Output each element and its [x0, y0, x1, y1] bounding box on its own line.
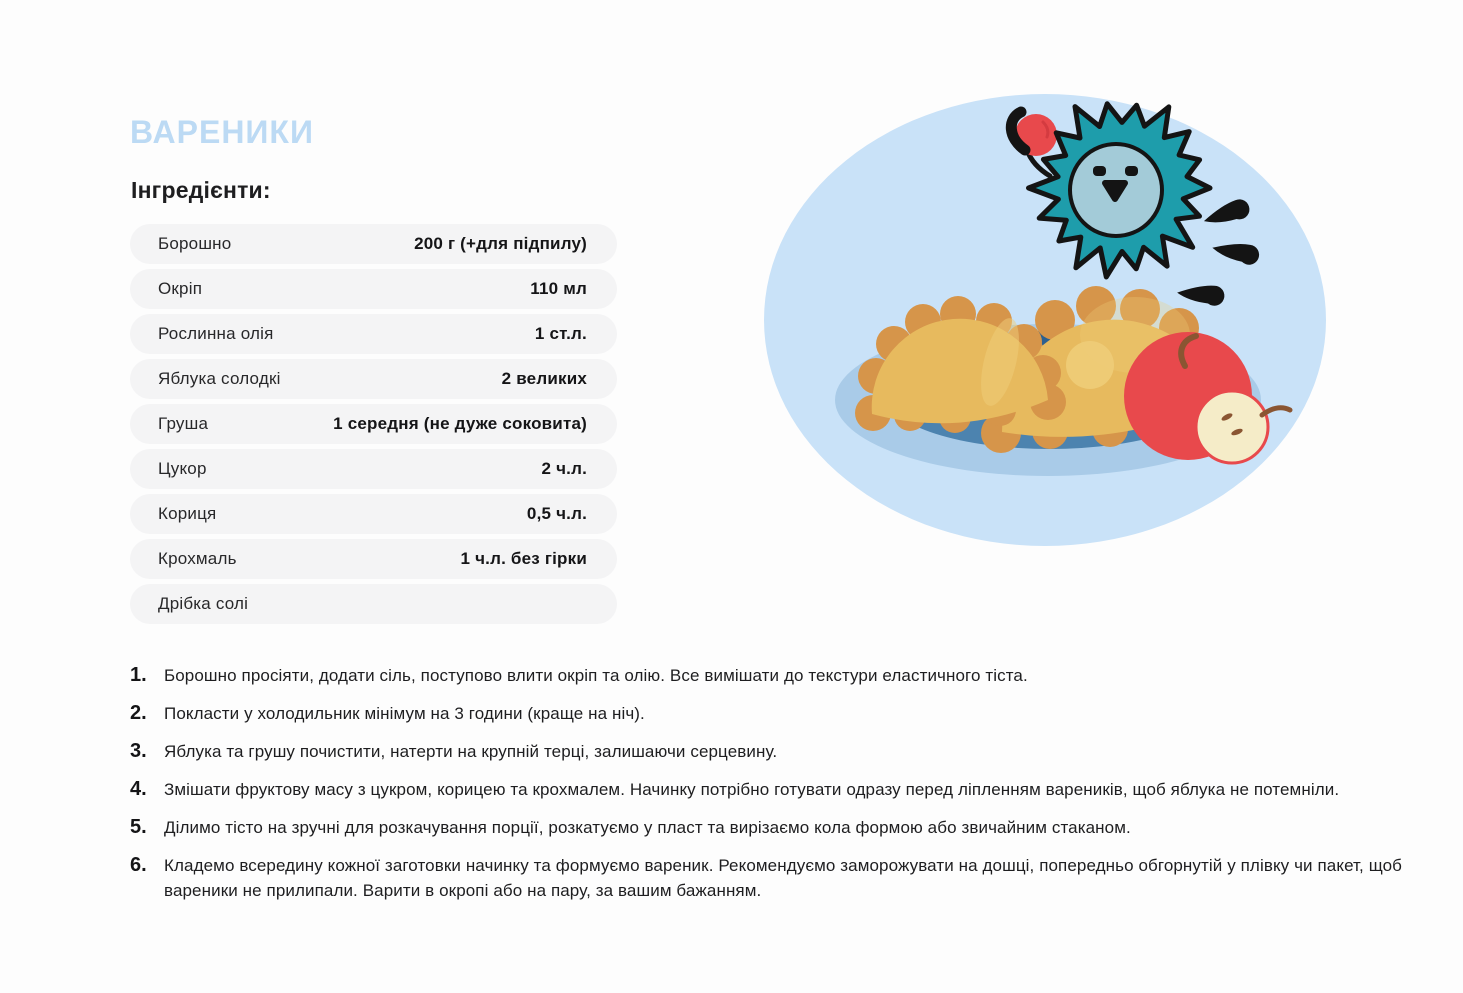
ingredient-amount: 2 ч.л. [541, 459, 587, 478]
ingredient-name: Рослинна олія [158, 324, 274, 343]
ingredient-row [130, 539, 617, 579]
character-eye-left [1093, 166, 1106, 176]
steps-list [130, 663, 1430, 916]
ingredients-heading: Інгредієнти: [131, 177, 271, 203]
ingredient-name: Груша [158, 414, 209, 433]
apple-half-body [1196, 391, 1268, 463]
ingredient-amount: 2 великих [501, 369, 587, 388]
ingredient-amount: 1 ч.л. без гірки [460, 549, 587, 568]
ingredient-amount: 0,5 ч.л. [526, 504, 587, 523]
ingredient-amount: 1 ст.л. [534, 324, 587, 343]
step-item [130, 853, 1430, 903]
step-item [130, 701, 1430, 726]
step-item [130, 663, 1430, 688]
ingredient-row [130, 404, 617, 444]
ingredient-amount: 110 мл [530, 279, 587, 298]
ingredient-name: Цукор [158, 459, 207, 478]
ingredient-name: Окріп [158, 279, 203, 298]
ingredient-name: Борошно [158, 234, 232, 253]
ingredient-name: Дрібка солі [158, 594, 249, 613]
ingredient-row [130, 584, 617, 624]
ingredient-row [130, 314, 617, 354]
step-text: Кладемо всередину кожної заготовки начинку та формуємо вареник. Рекомендуємо заморожувати на дошці, попередньо обгорнутій у плівку чи пакет, щоб вареники не прилипали. Варити в окропі або на пару, за вашим бажанням. [164, 856, 1402, 900]
recipe-title: ВАРЕНИКИ [130, 114, 314, 150]
ingredient-name: Крохмаль [158, 549, 237, 568]
ingredient-row [130, 224, 617, 264]
step-number: 6. [130, 854, 147, 876]
step-text: Борошно просіяти, додати сіль, поступово влити окріп та олію. Все вимішати до текстури еластичного тіста. [164, 666, 1028, 685]
recipe-illustration [750, 80, 1340, 560]
ingredients-list [130, 224, 617, 629]
step-number: 5. [130, 816, 147, 838]
step-number: 1. [130, 664, 147, 686]
step-text: Яблука та грушу почистити, натерти на крупній терці, залишаючи серцевину. [164, 742, 778, 761]
step-text: Покласти у холодильник мінімум на 3 години (краще на ніч). [164, 704, 645, 723]
ingredient-row [130, 359, 617, 399]
character-eye-right [1125, 166, 1138, 176]
step-number: 4. [130, 778, 147, 800]
ingredient-name: Яблука солодкі [158, 369, 281, 388]
step-number: 2. [130, 702, 147, 724]
ingredient-name: Кориця [158, 504, 217, 523]
step-item [130, 777, 1430, 802]
ingredient-amount: 1 середня (не дуже соковита) [333, 414, 587, 433]
step-text: Змішати фруктову масу з цукром, корицею та крохмалем. Начинку потрібно готувати одразу перед ліпленням вареників, щоб яблука не потемніли. [164, 780, 1340, 799]
step-text: Ділимо тісто на зручні для розкачування порції, розкатуємо у пласт та вирізаємо кола формою або звичайним стаканом. [164, 818, 1131, 837]
step-number: 3. [130, 740, 147, 762]
ingredient-row [130, 449, 617, 489]
step-item [130, 815, 1430, 840]
step-item [130, 739, 1430, 764]
ingredient-row [130, 269, 617, 309]
ingredient-row [130, 494, 617, 534]
ingredient-amount: 200 г (+для підпилу) [414, 234, 587, 253]
